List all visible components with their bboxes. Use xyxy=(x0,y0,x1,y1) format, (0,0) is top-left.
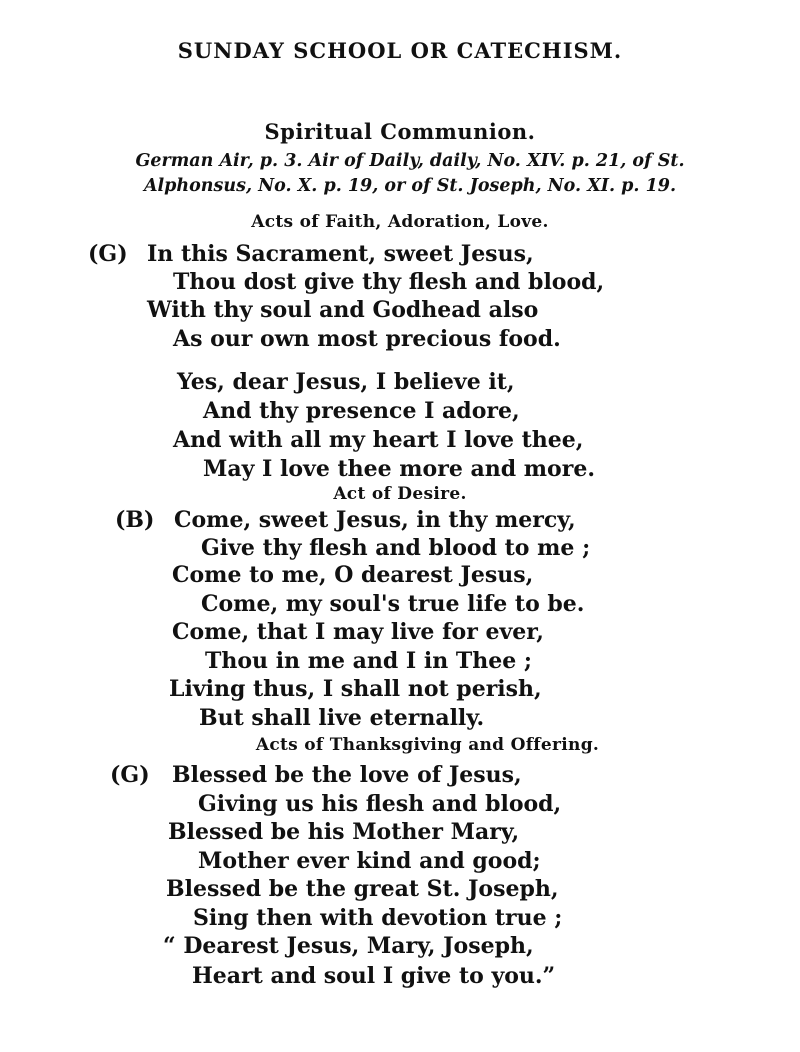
section-heading-faith: Acts of Faith, Adoration, Love. xyxy=(251,212,549,232)
verse-line: In this Sacrament, sweet Jesus, xyxy=(147,241,534,267)
verse-line: Giving us his flesh and blood, xyxy=(198,791,562,817)
verse-line: Heart and soul I give to you.” xyxy=(192,963,556,989)
tune-reference-line-2: Alphonsus, No. X. p. 19, or of St. Joseph, No. XI. p. 19. xyxy=(143,176,677,196)
verse-line: Living thus, I shall not perish, xyxy=(169,676,542,702)
section-heading-desire: Act of Desire. xyxy=(333,484,467,504)
verse-line: But shall live eternally. xyxy=(199,705,485,731)
verse-line: Mother ever kind and good; xyxy=(198,848,541,874)
verse-line: Yes, dear Jesus, I believe it, xyxy=(177,369,515,395)
hymn-title: Spiritual Communion. xyxy=(264,119,536,144)
voice-marker-desire: (B) xyxy=(115,507,155,533)
verse-line: Give thy flesh and blood to me ; xyxy=(201,535,591,561)
section-heading-thanks: Acts of Thanksgiving and Offering. xyxy=(255,735,600,755)
verse-line: Thou dost give thy flesh and blood, xyxy=(173,269,605,295)
verse-line: Come, my soul's true life to be. xyxy=(201,591,585,617)
verse-line: And thy presence I adore, xyxy=(203,398,520,424)
voice-marker-faith: (G) xyxy=(88,241,128,267)
verse-line: May I love thee more and more. xyxy=(203,456,595,482)
verse-line: “ Dearest Jesus, Mary, Joseph, xyxy=(163,933,534,959)
verse-line: As our own most precious food. xyxy=(173,326,561,352)
verse-line: Come, sweet Jesus, in thy mercy, xyxy=(174,507,576,533)
tune-references xyxy=(50,149,770,199)
voice-marker-thanks: (G) xyxy=(110,762,150,788)
tune-reference-line-1: German Air, p. 3. Air of Daily, daily, No. XIV. p. 21, of St. xyxy=(135,151,685,171)
verse-line: Blessed be the love of Jesus, xyxy=(172,762,522,788)
verse-line: Come, that I may live for ever, xyxy=(172,619,544,645)
verse-line: Blessed be the great St. Joseph, xyxy=(166,876,559,902)
running-head: SUNDAY SCHOOL OR CATECHISM. xyxy=(177,38,623,63)
verse-line: Blessed be his Mother Mary, xyxy=(168,819,520,845)
verse-line: Sing then with devotion true ; xyxy=(193,905,563,931)
verse-line: And with all my heart I love thee, xyxy=(173,427,584,453)
verse-line: With thy soul and Godhead also xyxy=(147,297,539,323)
verse-line: Come to me, O dearest Jesus, xyxy=(172,562,534,588)
verse-line: Thou in me and I in Thee ; xyxy=(205,648,533,674)
